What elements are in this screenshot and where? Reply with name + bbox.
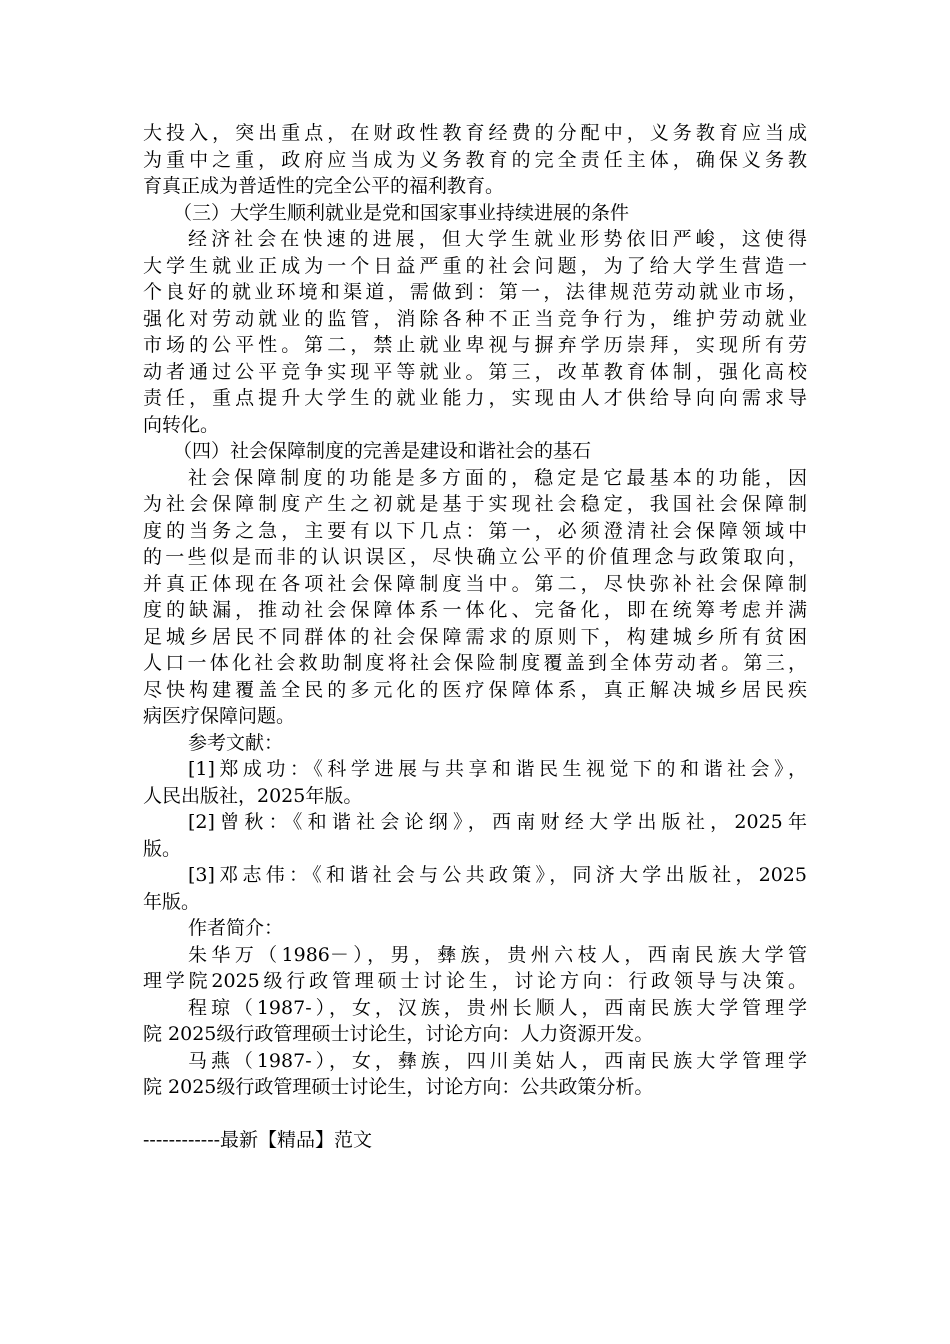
document-body <box>143 120 807 1101</box>
text-line: 育真正成为普适性的完全公平的福利教育。 <box>143 175 505 197</box>
text-line: （四）社会保障制度的完善是建设和谐社会的基石 <box>173 440 592 462</box>
text-line: 为重中之重，政府应当成为义务教育的完全责任主体，确保义务教 <box>143 148 807 171</box>
text-line: 强化对劳动就业的监管，消除各种不正当竞争行为，维护劳动就业 <box>143 307 807 330</box>
text-line: 马燕（1987-），女，彝族，四川美姑人，西南民族大学管理学 <box>188 1049 807 1072</box>
text-line: 并真正体现在各项社会保障制度当中。第二，尽快弥补社会保障制 <box>143 572 807 595</box>
text-line: 度的当务之急，主要有以下几点：第一，必须澄清社会保障领域中 <box>143 519 807 542</box>
text-line: 院 2025级行政管理硕士讨论生，讨论方向：人力资源开发。 <box>143 1023 654 1045</box>
text-line: 的一些似是而非的认识误区，尽快确立公平的价值理念与政策取向， <box>143 546 807 568</box>
text-line: 参考文献： <box>188 731 284 754</box>
text-line: 人口一体化社会救助制度将社会保险制度覆盖到全体劳动者。第三， <box>143 652 807 674</box>
text-line: 程琼（1987-），女，汉族，贵州长顺人，西南民族大学管理学 <box>188 996 807 1019</box>
text-line: 年版。 <box>143 890 201 913</box>
text-line: 大学生就业正成为一个日益严重的社会问题，为了给大学生营造一 <box>143 254 807 277</box>
text-line: 大投入，突出重点，在财政性教育经费的分配中，义务教育应当成 <box>143 122 807 144</box>
text-line: 市场的公平性。第二，禁止就业卑视与摒弃学历崇拜，实现所有劳 <box>143 334 807 356</box>
text-line: [3]邓志伟：《和谐社会与公共政策》，同济大学出版社，2025 <box>188 864 807 886</box>
text-line: 尽快构建覆盖全民的多元化的医疗保障体系，真正解决城乡居民疾 <box>143 678 807 701</box>
text-line: 作者简介： <box>188 917 284 939</box>
text-line: 院 2025级行政管理硕士讨论生，讨论方向：公共政策分析。 <box>143 1076 654 1098</box>
text-line: 动者通过公平竞争实现平等就业。第三，改革教育体制，强化高校 <box>143 360 807 383</box>
text-line: 病医疗保障问题。 <box>143 705 296 727</box>
text-line: 理学院2025级行政管理硕士讨论生，讨论方向：行政领导与决策。 <box>143 970 807 992</box>
text-line: 人民出版社，2025年版。 <box>143 784 363 807</box>
text-line: 度的缺漏，推动社会保障体系一体化、完备化，即在统筹考虑并满 <box>143 599 807 621</box>
text-line: 版。 <box>143 837 182 860</box>
text-line: （三）大学生顺利就业是党和国家事业持续进展的条件 <box>173 201 630 224</box>
text-line: [2]曾秋：《和谐社会论纲》，西南财经大学出版社，2025年 <box>188 811 807 833</box>
text-line: 朱华万（1986－），男，彝族，贵州六枝人，西南民族大学管 <box>188 943 807 966</box>
text-line: 社会保障制度的功能是多方面的，稳定是它最基本的功能，因 <box>188 466 807 489</box>
text-line: 责任，重点提升大学生的就业能力，实现由人才供给导向向需求导 <box>143 387 807 409</box>
footer-watermark: ------------最新【精品】范文 <box>143 1129 373 1151</box>
text-line: 足城乡居民不同群体的社会保障需求的原则下，构建城乡所有贫困 <box>143 625 807 648</box>
text-line: 经济社会在快速的进展，但大学生就业形势依旧严峻，这使得 <box>188 228 807 250</box>
text-line: 向转化。 <box>143 413 220 436</box>
text-line: [1]郑成功：《科学进展与共享和谐民生视觉下的和谐社会》， <box>188 758 807 780</box>
text-line: 为社会保障制度产生之初就是基于实现社会稳定，我国社会保障制 <box>143 493 807 515</box>
text-line: 个良好的就业环境和渠道，需做到：第一，法律规范劳动就业市场， <box>143 281 807 303</box>
